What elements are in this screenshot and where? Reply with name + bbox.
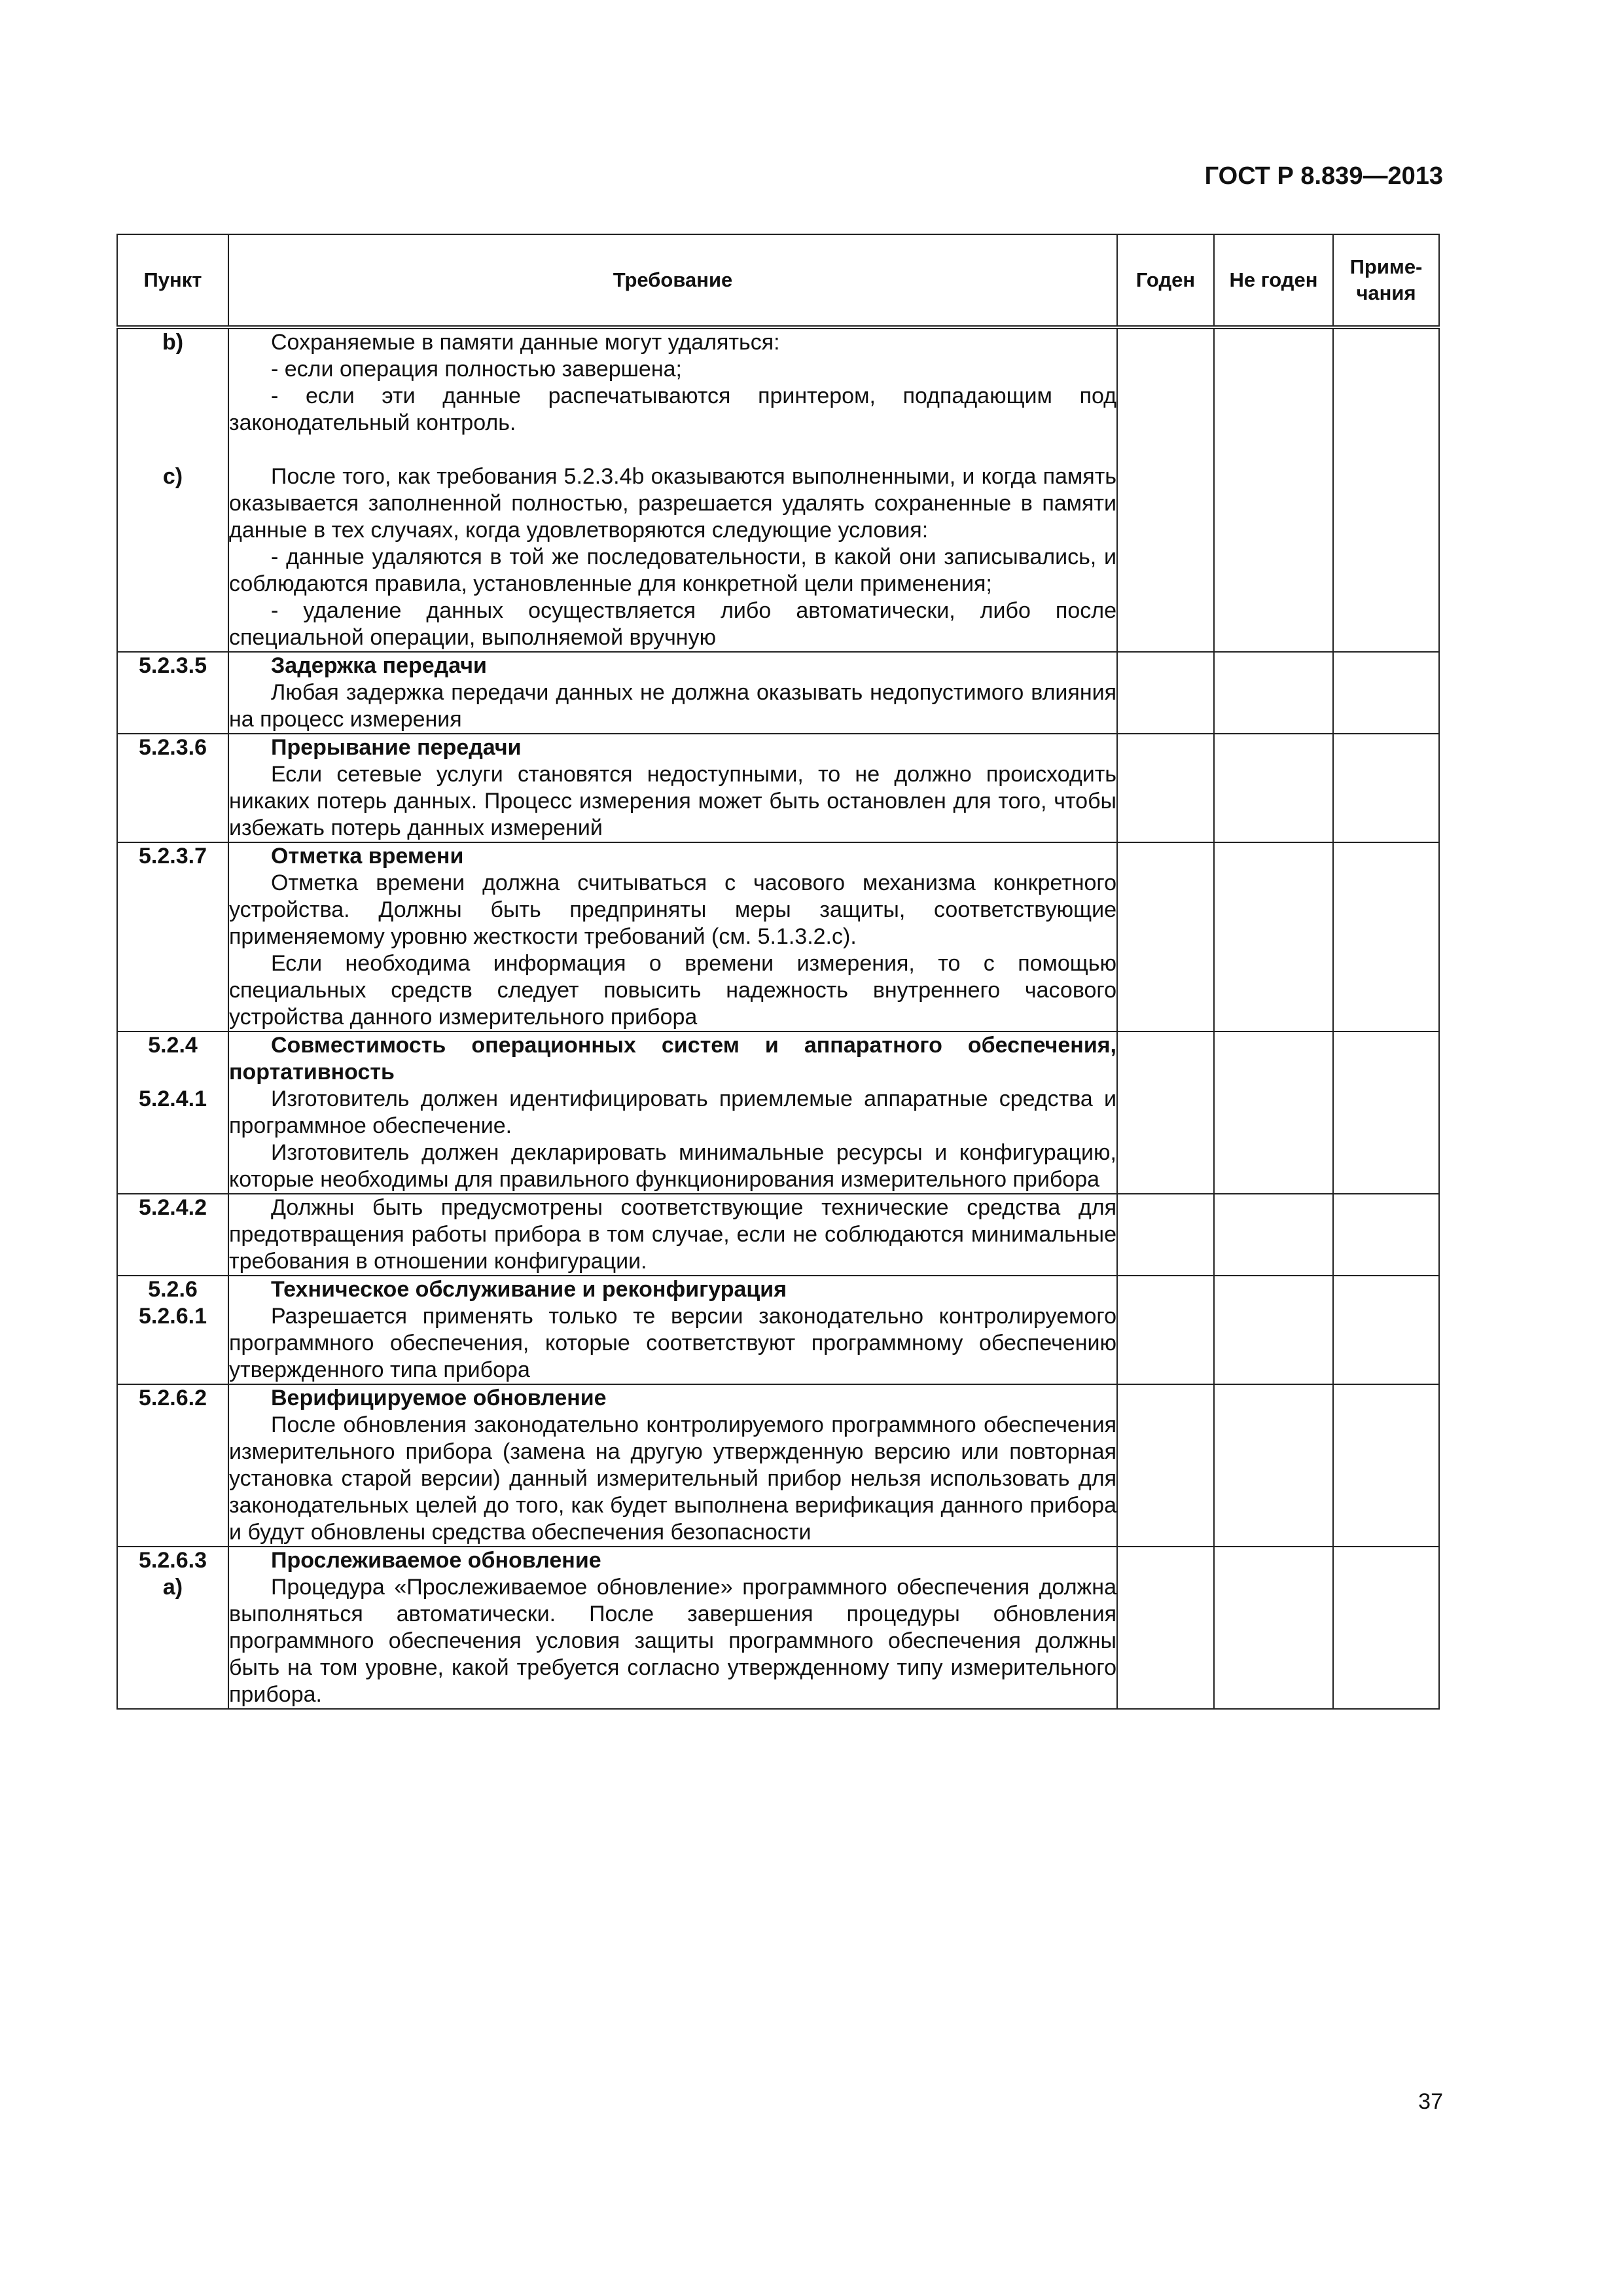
requirement-heading: Совместимость операционных систем и аппаратного обеспечения, портативность <box>229 1033 1116 1085</box>
requirement-text <box>229 437 1116 463</box>
table-row <box>117 1384 1439 1547</box>
notes-cell <box>1333 734 1439 842</box>
requirement-cell <box>228 1031 1117 1194</box>
item-number: 5.2.6.3 <box>139 1548 207 1573</box>
unfit-checkbox-cell <box>1214 1547 1333 1709</box>
fit-checkbox-cell <box>1117 652 1214 734</box>
unfit-checkbox-cell <box>1214 1276 1333 1384</box>
requirement-text: Если необходима информация о времени измерения, то с помощью специальных средств следует повысить надежность внутреннего часового устройства данного измерительного прибора <box>229 951 1116 1030</box>
item-number <box>118 437 228 463</box>
item-number <box>118 1059 228 1086</box>
item-number: c) <box>162 464 183 489</box>
requirement-text: Разрешается применять только те версии законодательно контролируемого программного обеспечения, которые соответствуют программному обеспечению утвержденного типа прибора <box>229 1304 1116 1382</box>
page-number: 37 <box>1418 2089 1443 2114</box>
requirement-cell <box>228 1547 1117 1709</box>
requirement-text: После обновления законодательно контролируемого программного обеспечения измерительного прибора (замена на другую утвержденную версию или повторная установка старой версии) данный измерительный прибор нельзя использовать для законодательных целей до того, как будет выполнена верификация данного прибора и будут обновлены средства обеспечения безопасности <box>229 1412 1116 1545</box>
notes-cell <box>1333 652 1439 734</box>
requirement-cell <box>228 652 1117 734</box>
requirement-text: Должны быть предусмотрены соответствующие технические средства для предотвращения работы прибора в том случае, если не соблюдаются минимальные требования в отношении конфигурации. <box>229 1195 1116 1274</box>
requirement-cell <box>228 1384 1117 1547</box>
requirement-text: Процедура «Прослеживаемое обновление» программного обеспечения должна выполняться автоматически. После завершения процедуры обновления программного обеспечения условия защиты программного обеспечения должны быть на том уровне, какой требуется согласно утвержденному типу измерительного прибора. <box>229 1575 1116 1707</box>
item-number-cell <box>117 1547 228 1709</box>
table-header <box>117 234 1439 327</box>
item-number: 5.2.6 <box>148 1277 198 1302</box>
table-row <box>117 652 1439 734</box>
column-header-unfit: Не годен <box>1214 234 1333 327</box>
item-number: b) <box>162 330 184 355</box>
column-header-notes-line2: чания <box>1356 281 1416 304</box>
unfit-checkbox-cell <box>1214 652 1333 734</box>
requirement-text: Любая задержка передачи данных не должна оказывать недопустимого влияния на процесс измерения <box>229 680 1116 732</box>
requirement-cell <box>228 842 1117 1031</box>
requirement-heading: Техническое обслуживание и реконфигурация <box>271 1277 787 1302</box>
requirement-text: Изготовитель должен идентифицировать приемлемые аппаратные средства и программное обеспечение. <box>229 1086 1116 1138</box>
unfit-checkbox-cell <box>1214 734 1333 842</box>
table-row <box>117 1194 1439 1276</box>
table-row <box>117 1547 1439 1709</box>
table-row <box>117 1276 1439 1384</box>
item-number-cell <box>117 1031 228 1194</box>
requirement-text: Изготовитель должен декларировать минимальные ресурсы и конфигурацию, которые необходимы для правильного функционирования измерительного прибора <box>229 1140 1116 1192</box>
requirement-text: Отметка времени должна считываться с часового механизма конкретного устройства. Должны быть предприняты меры защиты, соответствующие применяемому уровню жесткости требований (см. 5.1.3.2.c). <box>229 870 1116 949</box>
item-number-cell <box>117 842 228 1031</box>
requirement-text: - если операция полностью завершена; <box>271 357 682 382</box>
notes-cell <box>1333 842 1439 1031</box>
requirement-heading: Задержка передачи <box>271 653 487 678</box>
column-header-notes <box>1333 234 1439 327</box>
unfit-checkbox-cell <box>1214 327 1333 652</box>
table-row <box>117 734 1439 842</box>
notes-cell <box>1333 1276 1439 1384</box>
fit-checkbox-cell <box>1117 842 1214 1031</box>
notes-cell <box>1333 1547 1439 1709</box>
item-number <box>118 356 228 383</box>
fit-checkbox-cell <box>1117 734 1214 842</box>
requirement-text: - если эти данные распечатываются принтером, подпадающим под законодательный контроль. <box>229 384 1116 435</box>
requirement-cell <box>228 1276 1117 1384</box>
item-number: 5.2.4.1 <box>139 1086 207 1111</box>
requirement-text: - удаление данных осуществляется либо автоматически, либо после специальной операции, выполняемой вручную <box>229 598 1116 650</box>
item-number: 5.2.4.2 <box>139 1195 207 1220</box>
requirement-heading: Верифицируемое обновление <box>271 1386 607 1410</box>
standard-code: ГОСТ Р 8.839—2013 <box>1204 162 1443 190</box>
requirement-heading: Отметка времени <box>271 844 464 869</box>
fit-checkbox-cell <box>1117 1194 1214 1276</box>
item-number: 5.2.3.6 <box>139 735 207 760</box>
unfit-checkbox-cell <box>1214 1384 1333 1547</box>
column-header-notes-line1: Приме- <box>1349 255 1423 278</box>
requirement-cell <box>228 734 1117 842</box>
notes-cell <box>1333 1384 1439 1547</box>
table-body <box>117 327 1439 1709</box>
requirement-text: Сохраняемые в памяти данные могут удаляться: <box>271 330 780 355</box>
item-number: a) <box>162 1575 183 1600</box>
item-number <box>118 383 228 410</box>
item-number: 5.2.6.1 <box>139 1304 207 1329</box>
fit-checkbox-cell <box>1117 327 1214 652</box>
column-header-item: Пункт <box>117 234 228 327</box>
fit-checkbox-cell <box>1117 1031 1214 1194</box>
requirements-table <box>116 234 1440 1710</box>
item-number-cell <box>117 652 228 734</box>
table-row <box>117 327 1439 652</box>
item-number: 5.2.3.7 <box>139 844 207 869</box>
notes-cell <box>1333 327 1439 652</box>
item-number: 5.2.6.2 <box>139 1386 207 1410</box>
item-number <box>118 410 228 437</box>
notes-cell <box>1333 1031 1439 1194</box>
fit-checkbox-cell <box>1117 1384 1214 1547</box>
requirement-heading: Прерывание передачи <box>271 735 522 760</box>
table-row <box>117 842 1439 1031</box>
item-number-cell <box>117 1276 228 1384</box>
unfit-checkbox-cell <box>1214 842 1333 1031</box>
item-number-cell <box>117 327 228 652</box>
unfit-checkbox-cell <box>1214 1194 1333 1276</box>
requirement-heading: Прослеживаемое обновление <box>271 1548 601 1573</box>
unfit-checkbox-cell <box>1214 1031 1333 1194</box>
fit-checkbox-cell <box>1117 1276 1214 1384</box>
requirement-text: После того, как требования 5.2.3.4b оказываются выполненными, и когда память оказывается заполненной полностью, разрешается удалять сохраненные в памяти данные в тех случаях, когда удовлетворяются следующие условия: <box>229 464 1116 543</box>
requirement-text: - данные удаляются в той же последовательности, в какой они записывались, и соблюдаются правила, установленные для конкретной цели применения; <box>229 545 1116 596</box>
item-number-cell <box>117 1194 228 1276</box>
item-number-cell <box>117 1384 228 1547</box>
requirement-text: Если сетевые услуги становятся недоступными, то не должно происходить никаких потерь данных. Процесс измерения может быть остановлен для того, чтобы избежать потерь данных измерений <box>229 762 1116 840</box>
requirement-cell <box>228 1194 1117 1276</box>
column-header-requirement: Требование <box>228 234 1117 327</box>
notes-cell <box>1333 1194 1439 1276</box>
item-number-cell <box>117 734 228 842</box>
requirement-cell <box>228 327 1117 652</box>
fit-checkbox-cell <box>1117 1547 1214 1709</box>
column-header-fit: Годен <box>1117 234 1214 327</box>
table-row <box>117 1031 1439 1194</box>
item-number: 5.2.4 <box>148 1033 198 1058</box>
item-number: 5.2.3.5 <box>139 653 207 678</box>
